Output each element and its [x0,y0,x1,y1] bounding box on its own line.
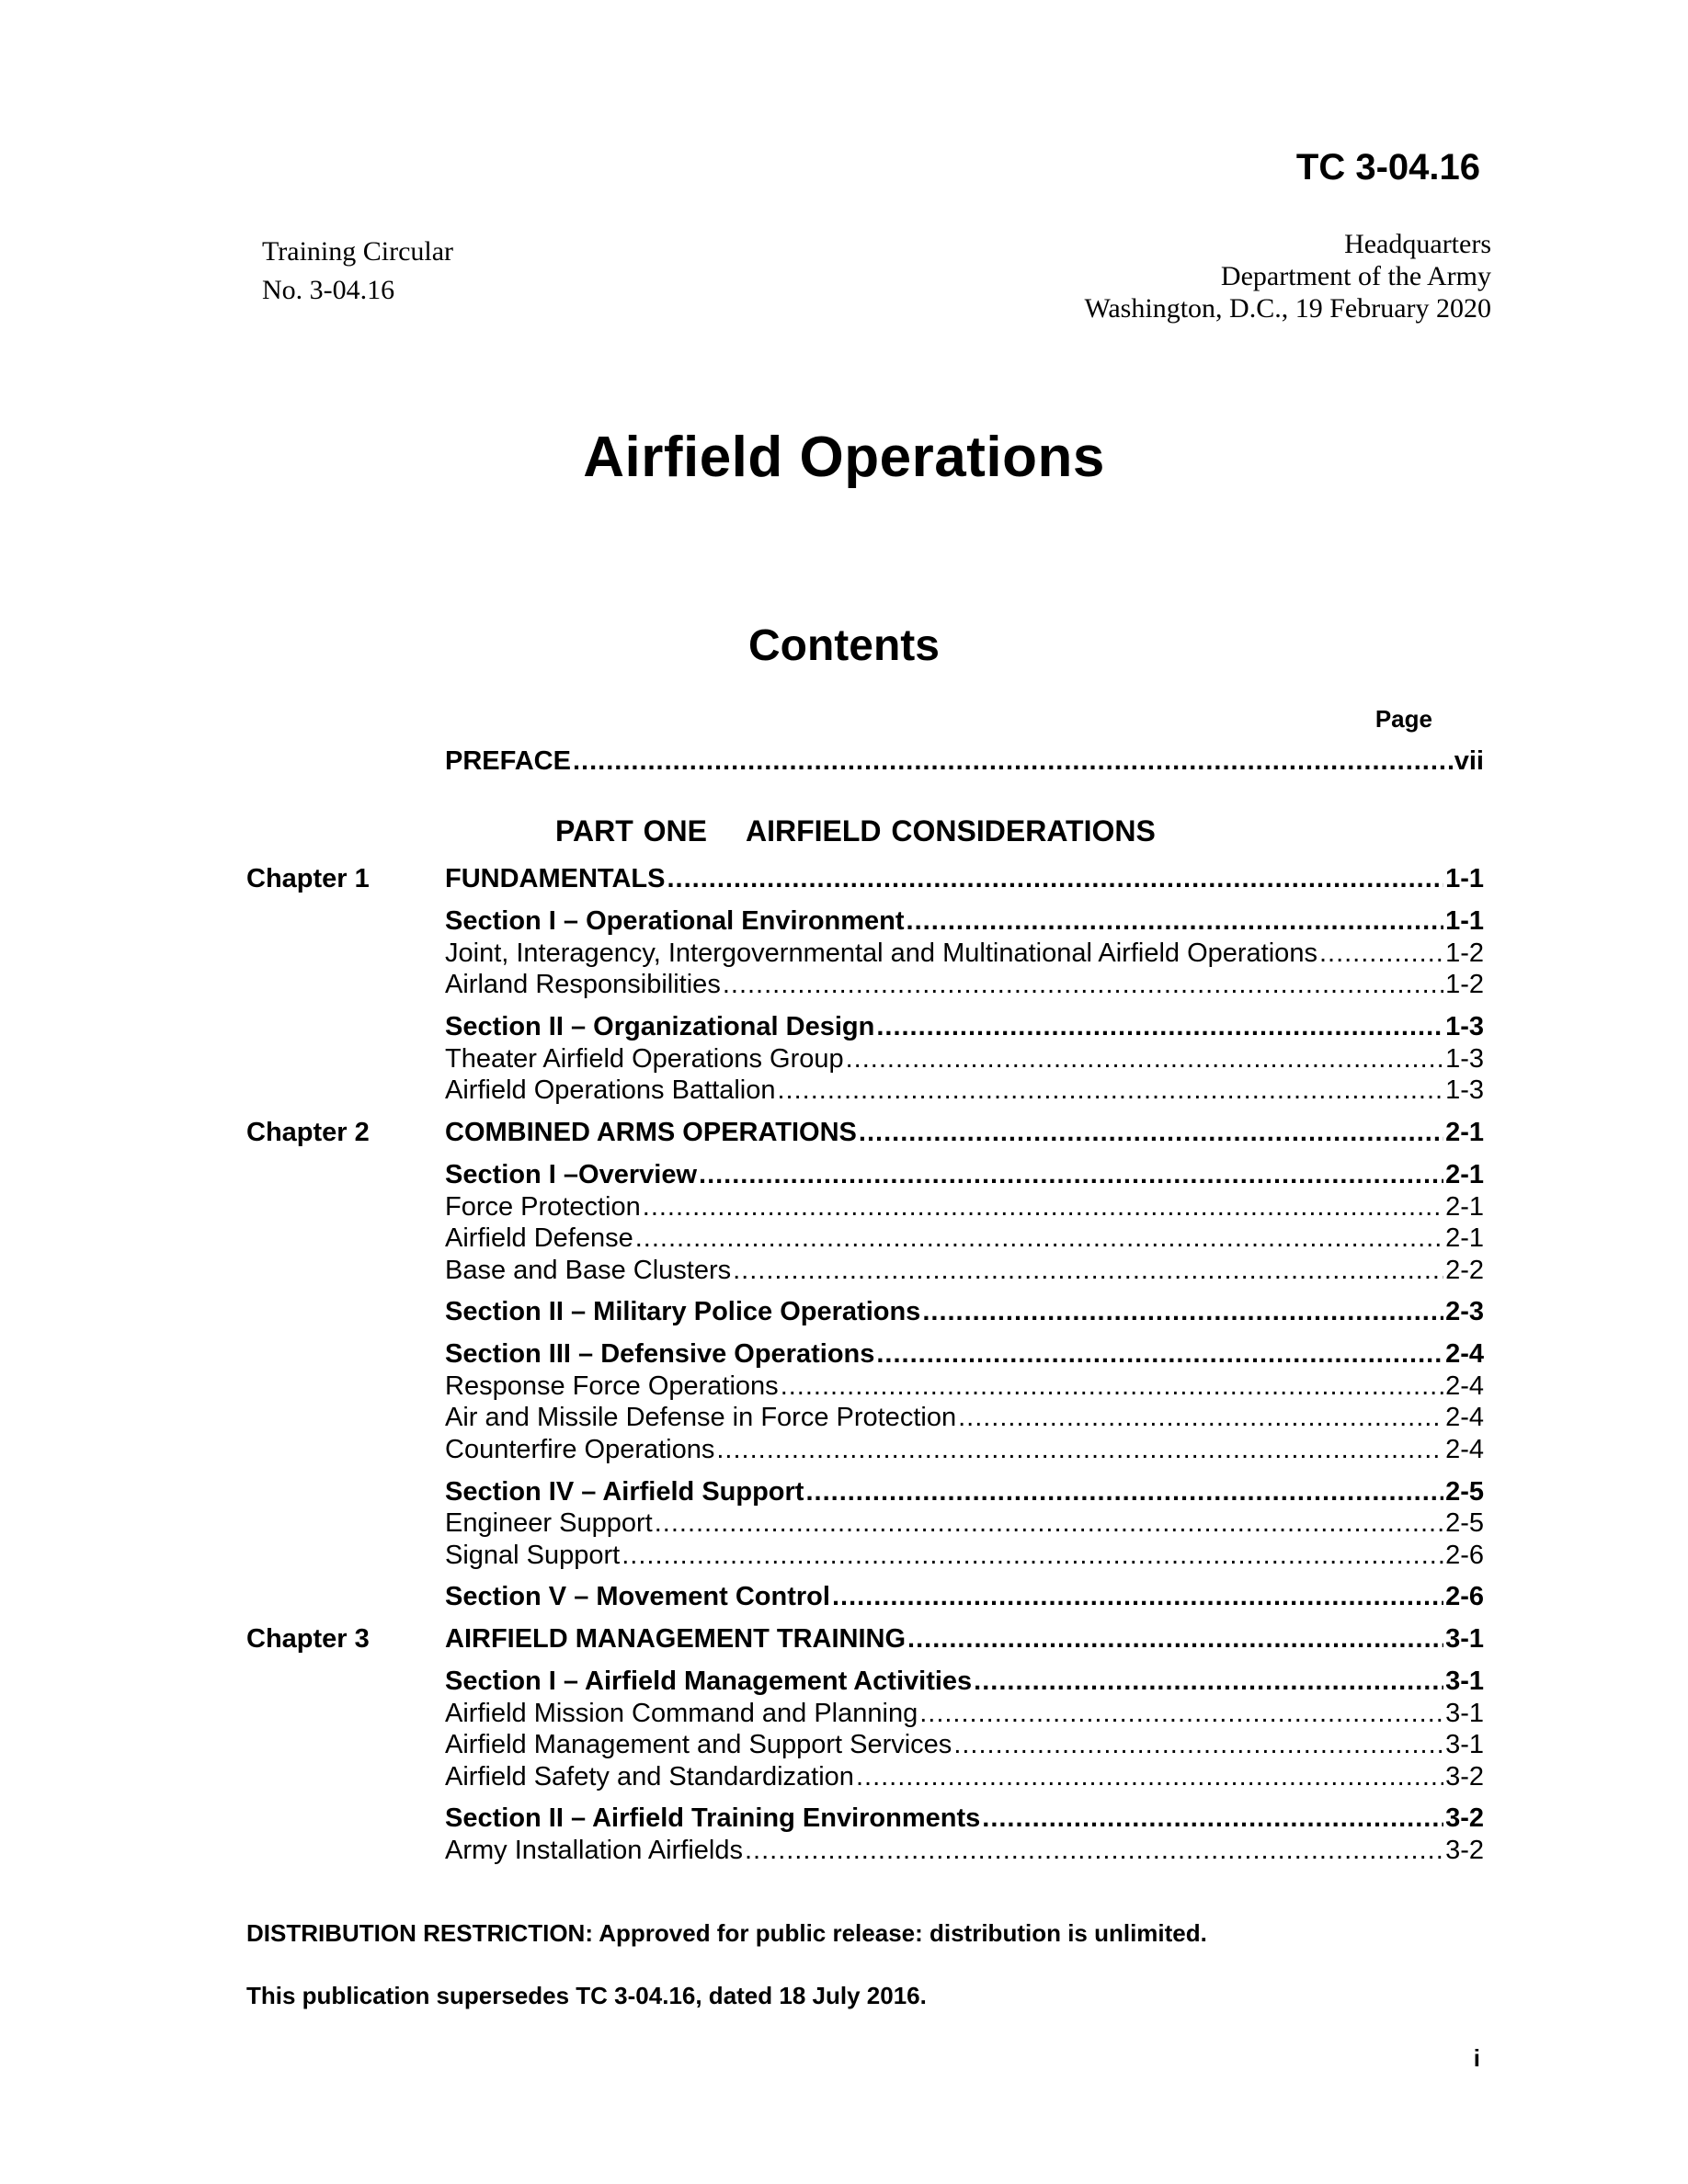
dot-leader [907,906,1444,937]
document-title: Airfield Operations [583,426,1105,489]
toc-entry-section[interactable]: Section I – Operational Environment ..... 1-1 [445,906,1484,939]
toc-entry-section[interactable]: Section I – Airfield Management Activities ..... 3-1 [445,1666,1484,1700]
issuing-authority [1084,228,1491,324]
dot-leader [635,1223,1443,1254]
toc-entry-section[interactable]: Section III – Defensive Operations ..... 2-4 [445,1339,1484,1372]
dot-leader [622,1541,1443,1571]
location-date-line: Washington, D.C., 19 February 2020 [1084,293,1491,324]
toc-entry-preface[interactable]: PREFACE ..... vii [445,746,1484,779]
toc-entry-topic[interactable]: Signal Support ..... 2-6 [445,1541,1484,1574]
toc-entry-topic[interactable]: Army Installation Airfields ..... 3-2 [445,1836,1484,1869]
toc-entry-topic[interactable]: Air and Missile Defense in Force Protection ..... 2-4 [445,1403,1484,1436]
toc-entry-topic[interactable]: Airfield Defense ..... 2-1 [445,1223,1484,1257]
toc-entry-topic[interactable]: Airfield Operations Battalion ..... 1-3 [445,1075,1484,1109]
dot-leader [745,1836,1443,1866]
dot-leader [733,1256,1443,1286]
publication-type: Training Circular [262,236,454,267]
toc-entry-section[interactable]: Section II – Airfield Training Environments ..... 3-2 [445,1803,1484,1837]
toc-entry-topic[interactable]: Airfield Management and Support Services ..... 3-1 [445,1730,1484,1763]
document-number: TC 3-04.16 [1295,147,1480,188]
dot-leader [876,1339,1443,1370]
chapter-3-label: Chapter 3 [246,1624,370,1654]
dot-leader [699,1160,1443,1190]
dot-leader [1319,938,1443,969]
dot-leader [643,1192,1443,1223]
dot-leader [919,1699,1443,1729]
dot-leader [953,1730,1443,1760]
dot-leader [573,746,1453,777]
toc-entry-topic[interactable]: Base and Base Clusters ..... 2-2 [445,1256,1484,1289]
headquarters-line: Headquarters [1344,229,1491,259]
dot-leader [781,1371,1443,1402]
dot-leader [856,1762,1443,1792]
dot-leader [876,1012,1443,1042]
dot-leader [655,1508,1443,1539]
dot-leader [846,1044,1443,1075]
toc-entry-chapter[interactable]: AIRFIELD MANAGEMENT TRAINING ..... 3-1 [445,1624,1484,1657]
toc-entry-topic[interactable]: Engineer Support ..... 2-5 [445,1508,1484,1541]
dot-leader [974,1666,1443,1697]
supersedes-notice: This publication supersedes TC 3-04.16, dated 18 July 2016. [246,1982,927,2009]
part-title: AIRFIELD CONSIDERATIONS [745,814,1156,847]
dot-leader [922,1297,1443,1327]
toc-entry-section[interactable]: Section IV – Airfield Support ..... 2-5 [445,1477,1484,1510]
toc-entry-topic[interactable]: Counterfire Operations ..... 2-4 [445,1435,1484,1468]
dot-leader [805,1477,1443,1507]
part-label: PART ONE [555,814,707,847]
toc-entry-topic[interactable]: Theater Airfield Operations Group ..... 1-3 [445,1044,1484,1077]
toc-entry-section[interactable]: Section II – Military Police Operations ..... 2-3 [445,1297,1484,1330]
publication-designation [262,233,453,310]
dot-leader [859,1118,1443,1148]
publication-number: No. 3-04.16 [262,275,395,305]
page-number: i [1473,2044,1480,2072]
toc-entry-topic[interactable]: Force Protection ..... 2-1 [445,1192,1484,1225]
dot-leader [907,1624,1443,1655]
dot-leader [832,1582,1443,1612]
dot-leader [723,970,1443,1000]
page-column-label: Page [1374,705,1432,733]
department-line: Department of the Army [1220,261,1491,291]
dot-leader [982,1803,1443,1834]
toc-entry-chapter[interactable]: FUNDAMENTALS ..... 1-1 [445,864,1484,897]
dot-leader [958,1403,1443,1433]
toc-entry-topic[interactable]: Airland Responsibilities ..... 1-2 [445,970,1484,1003]
toc-entry-topic[interactable]: Response Force Operations ..... 2-4 [445,1371,1484,1405]
distribution-restriction: DISTRIBUTION RESTRICTION: Approved for public release: distribution is unlimited. [246,1919,1207,1947]
dot-leader [777,1075,1443,1106]
toc-entry-topic[interactable]: Airfield Mission Command and Planning ..... 3-1 [445,1699,1484,1732]
chapter-1-label: Chapter 1 [246,864,370,893]
chapter-2-label: Chapter 2 [246,1118,370,1147]
toc-entry-section[interactable]: Section II – Organizational Design ..... 1-3 [445,1012,1484,1045]
part-heading [555,814,1156,848]
toc-entry-topic[interactable]: Airfield Safety and Standardization ..... 3-2 [445,1762,1484,1795]
dot-leader [716,1435,1443,1465]
contents-heading: Contents [748,621,940,670]
dot-leader [667,864,1444,894]
toc-entry-chapter[interactable]: COMBINED ARMS OPERATIONS ..... 2-1 [445,1118,1484,1151]
toc-entry-topic[interactable]: Joint, Interagency, Intergovernmental and Multinational Airfield Operations ..... 1-2 [445,938,1484,972]
toc-entry-section[interactable]: Section V – Movement Control ..... 2-6 [445,1582,1484,1615]
toc-entry-section[interactable]: Section I –Overview ..... 2-1 [445,1160,1484,1193]
